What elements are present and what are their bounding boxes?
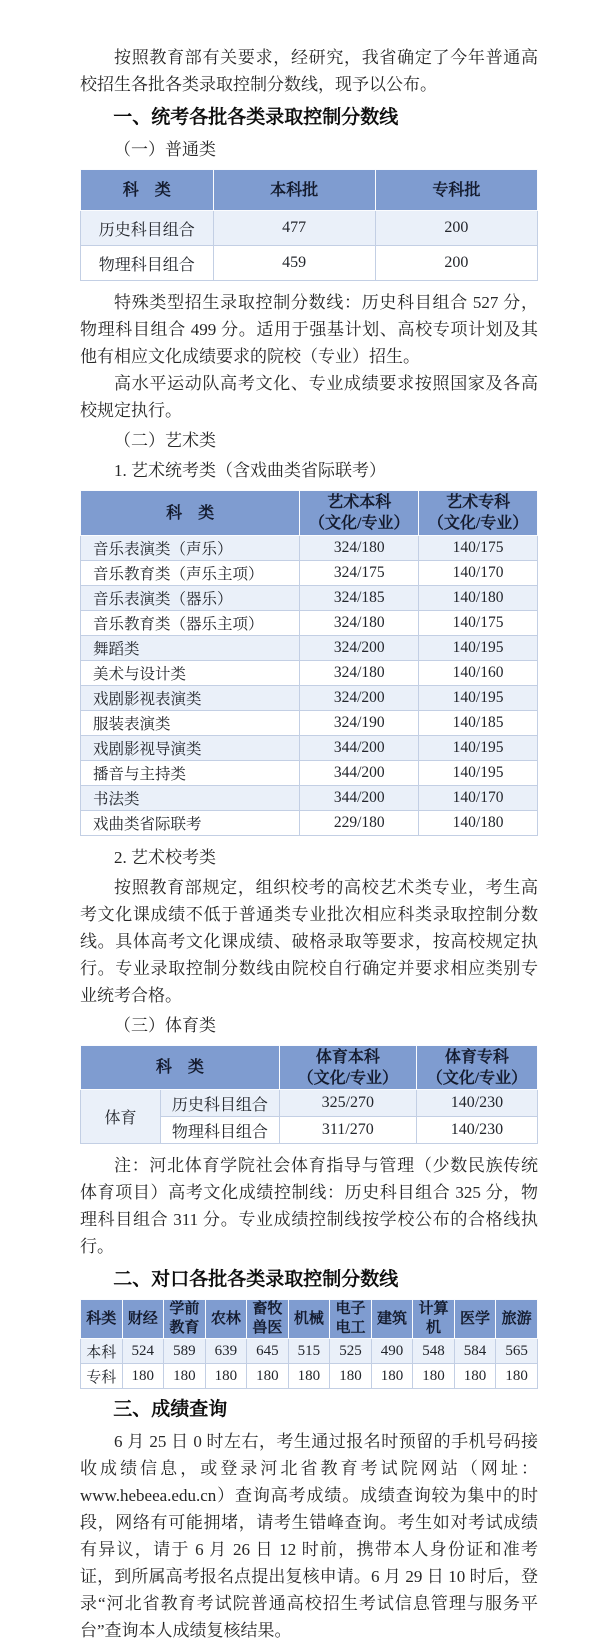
column-header: 科类 <box>81 1300 123 1339</box>
column-header: 科 类 <box>81 170 214 211</box>
cell: 324/185 <box>300 586 419 611</box>
cell: 477 <box>213 211 375 246</box>
cell: 140/170 <box>419 561 538 586</box>
cell: 548 <box>413 1339 455 1364</box>
cell: 本科 <box>81 1339 123 1364</box>
cell: 525 <box>330 1339 372 1364</box>
intro-paragraph: 按照教育部有关要求，经研究，我省确定了今年普通高校招生各批各类录取控制分数线，现予以公布。 <box>80 48 538 94</box>
cell: 180 <box>164 1364 206 1389</box>
header-line: 体育专科 <box>444 1048 509 1066</box>
cell: 历史科目组合 <box>160 1090 279 1117</box>
cell: 180 <box>205 1364 247 1389</box>
table-row <box>81 711 538 736</box>
cell: 324/175 <box>300 561 419 586</box>
cell: 589 <box>164 1339 206 1364</box>
cell: 311/270 <box>279 1117 416 1144</box>
table-row <box>81 686 538 711</box>
cell: 180 <box>454 1364 496 1389</box>
cell: 戏剧影视导演类 <box>81 736 300 761</box>
cell: 645 <box>247 1339 289 1364</box>
cell: 140/180 <box>419 586 538 611</box>
cell: 音乐教育类（器乐主项） <box>81 611 300 636</box>
sports-score-table <box>80 1045 538 1144</box>
cell: 324/190 <box>300 711 419 736</box>
table-row <box>81 811 538 836</box>
cell: 140/230 <box>416 1090 537 1117</box>
score-query-paragraph: 6 月 25 日 0 时左右，考生通过报名时预留的手机号码接收成绩信息，或登录河北省教育考试院网站（网址：www.hebeea.edu.cn）查询高考成绩。成绩查询较为集中的时段，网络有可能拥堵，请考生错峰查询。考生如对考试成绩有异议，请于 6 月 26 日 12 时前，携带本人身份证和准考证，到所属高考报名点提出复核申请。6 月 29 日 10 时后，登录“河北省教育考试院普通高校招生考试信息管理与服务平台”查询本人成绩复核结果。 <box>80 1432 538 1640</box>
cell: 140/180 <box>419 811 538 836</box>
cell: 专科 <box>81 1364 123 1389</box>
cell: 584 <box>454 1339 496 1364</box>
cell: 140/175 <box>419 611 538 636</box>
cell: 140/195 <box>419 761 538 786</box>
header-line: （文化/专业） <box>426 1069 528 1087</box>
column-header <box>300 491 419 536</box>
art-school-exam-paragraph: 按照教育部规定，组织校考的高校艺术类专业，考生高考文化课成绩不低于普通类专业批次相应科类录取控制分数线。具体高考文化课成绩、破格录取等要求，按高校规定执行。专业录取控制分数线由院校自行确定并要求相应类别专业统考合格。 <box>80 878 538 1005</box>
table-header-row <box>81 170 538 211</box>
column-header: 学前教育 <box>164 1300 206 1339</box>
cell: 324/180 <box>300 611 419 636</box>
cell: 200 <box>375 211 537 246</box>
cell: 180 <box>330 1364 372 1389</box>
cell: 书法类 <box>81 786 300 811</box>
column-header <box>279 1046 416 1090</box>
column-header: 电子电工 <box>330 1300 372 1339</box>
sports-note-paragraph: 注：河北体育学院社会体育指导与管理（少数民族传统体育项目）高考文化成绩控制线：历史科目组合 325 分，物理科目组合 311 分。专业成绩控制线按学校公布的合格线执行。 <box>80 1156 538 1256</box>
table-row <box>81 736 538 761</box>
header-line: 艺术本科 <box>327 494 392 511</box>
cell: 344/200 <box>300 761 419 786</box>
table-row <box>81 246 538 281</box>
cell: 戏曲类省际联考 <box>81 811 300 836</box>
art-score-table <box>80 490 538 836</box>
table-header-row <box>81 491 538 536</box>
column-header: 畜牧兽医 <box>247 1300 289 1339</box>
section3-title: 三、成绩查询 <box>113 1399 228 1420</box>
cell: 344/200 <box>300 736 419 761</box>
header-line: 体育本科 <box>315 1048 380 1066</box>
cell: 459 <box>213 246 375 281</box>
cell: 物理科目组合 <box>81 246 214 281</box>
cell: 戏剧影视表演类 <box>81 686 300 711</box>
table-row <box>81 586 538 611</box>
cell: 324/200 <box>300 636 419 661</box>
table-header-row <box>81 1300 538 1339</box>
art-subtitle: （二）艺术类 <box>114 431 216 450</box>
general-subtitle: （一）普通类 <box>114 140 216 159</box>
art-school-exam-title: 2. 艺术校考类 <box>114 848 216 867</box>
table-row <box>81 636 538 661</box>
table-row <box>81 1090 538 1117</box>
column-header: 建筑 <box>371 1300 413 1339</box>
sports-subtitle: （三）体育类 <box>114 1016 216 1035</box>
cell: 200 <box>375 246 537 281</box>
special-type-paragraph: 特殊类型招生录取控制分数线：历史科目组合 527 分，物理科目组合 499 分。适用于强基计划、高校专项计划及其他有相应文化成绩要求的院校（专业）招生。 <box>80 293 538 366</box>
cell: 140/175 <box>419 536 538 561</box>
table-row <box>81 561 538 586</box>
column-header: 财经 <box>122 1300 164 1339</box>
cell: 565 <box>496 1339 538 1364</box>
cell: 515 <box>288 1339 330 1364</box>
cell: 音乐表演类（声乐） <box>81 536 300 561</box>
column-header: 科 类 <box>81 1046 280 1090</box>
cell: 物理科目组合 <box>160 1117 279 1144</box>
column-header: 计算机 <box>413 1300 455 1339</box>
cell: 音乐教育类（声乐主项） <box>81 561 300 586</box>
cell: 140/195 <box>419 736 538 761</box>
cell: 324/180 <box>300 536 419 561</box>
section2-title: 二、对口各批各类录取控制分数线 <box>113 1269 399 1290</box>
cell: 524 <box>122 1339 164 1364</box>
cell: 344/200 <box>300 786 419 811</box>
table-row <box>81 761 538 786</box>
cell: 180 <box>496 1364 538 1389</box>
cell: 229/180 <box>300 811 419 836</box>
section1-title: 一、统考各批各类录取控制分数线 <box>113 107 399 128</box>
column-header: 本科批 <box>213 170 375 211</box>
column-header: 机械 <box>288 1300 330 1339</box>
table-row <box>81 611 538 636</box>
cell: 180 <box>122 1364 164 1389</box>
cell: 播音与主持类 <box>81 761 300 786</box>
art-unified-exam-title: 1. 艺术统考类（含戏曲类省际联考） <box>114 461 386 480</box>
cell: 325/270 <box>279 1090 416 1117</box>
cell: 180 <box>371 1364 413 1389</box>
cell: 140/230 <box>416 1117 537 1144</box>
cell: 音乐表演类（器乐） <box>81 586 300 611</box>
table-row <box>81 661 538 686</box>
column-header: 医学 <box>454 1300 496 1339</box>
column-header: 农林 <box>205 1300 247 1339</box>
cell: 490 <box>371 1339 413 1364</box>
header-line: （文化/专业） <box>297 1069 399 1087</box>
cell: 历史科目组合 <box>81 211 214 246</box>
table-header-row <box>81 1046 538 1090</box>
table-row <box>81 536 538 561</box>
cell: 180 <box>288 1364 330 1389</box>
high-level-sports-paragraph: 高水平运动队高考文化、专业成绩要求按照国家及各高校规定执行。 <box>80 374 538 420</box>
column-header <box>416 1046 537 1090</box>
general-score-table <box>80 169 538 281</box>
table-row <box>81 1339 538 1364</box>
header-line: 艺术专科 <box>446 494 511 511</box>
cell: 舞蹈类 <box>81 636 300 661</box>
table-row <box>81 211 538 246</box>
column-header <box>419 491 538 536</box>
header-line: （文化/专业） <box>309 515 410 532</box>
cell: 140/170 <box>419 786 538 811</box>
cell: 体育 <box>81 1090 161 1144</box>
column-header: 旅游 <box>496 1300 538 1339</box>
header-line: （文化/专业） <box>427 515 529 532</box>
cell: 639 <box>205 1339 247 1364</box>
column-header: 科 类 <box>81 491 300 536</box>
cell: 324/200 <box>300 686 419 711</box>
column-header: 专科批 <box>375 170 537 211</box>
cell: 140/160 <box>419 661 538 686</box>
cell: 美术与设计类 <box>81 661 300 686</box>
cell: 140/195 <box>419 686 538 711</box>
cell: 180 <box>413 1364 455 1389</box>
vocational-score-table <box>80 1299 538 1389</box>
cell: 324/180 <box>300 661 419 686</box>
cell: 180 <box>247 1364 289 1389</box>
cell: 服装表演类 <box>81 711 300 736</box>
table-row <box>81 786 538 811</box>
cell: 140/195 <box>419 636 538 661</box>
table-row <box>81 1364 538 1389</box>
cell: 140/185 <box>419 711 538 736</box>
